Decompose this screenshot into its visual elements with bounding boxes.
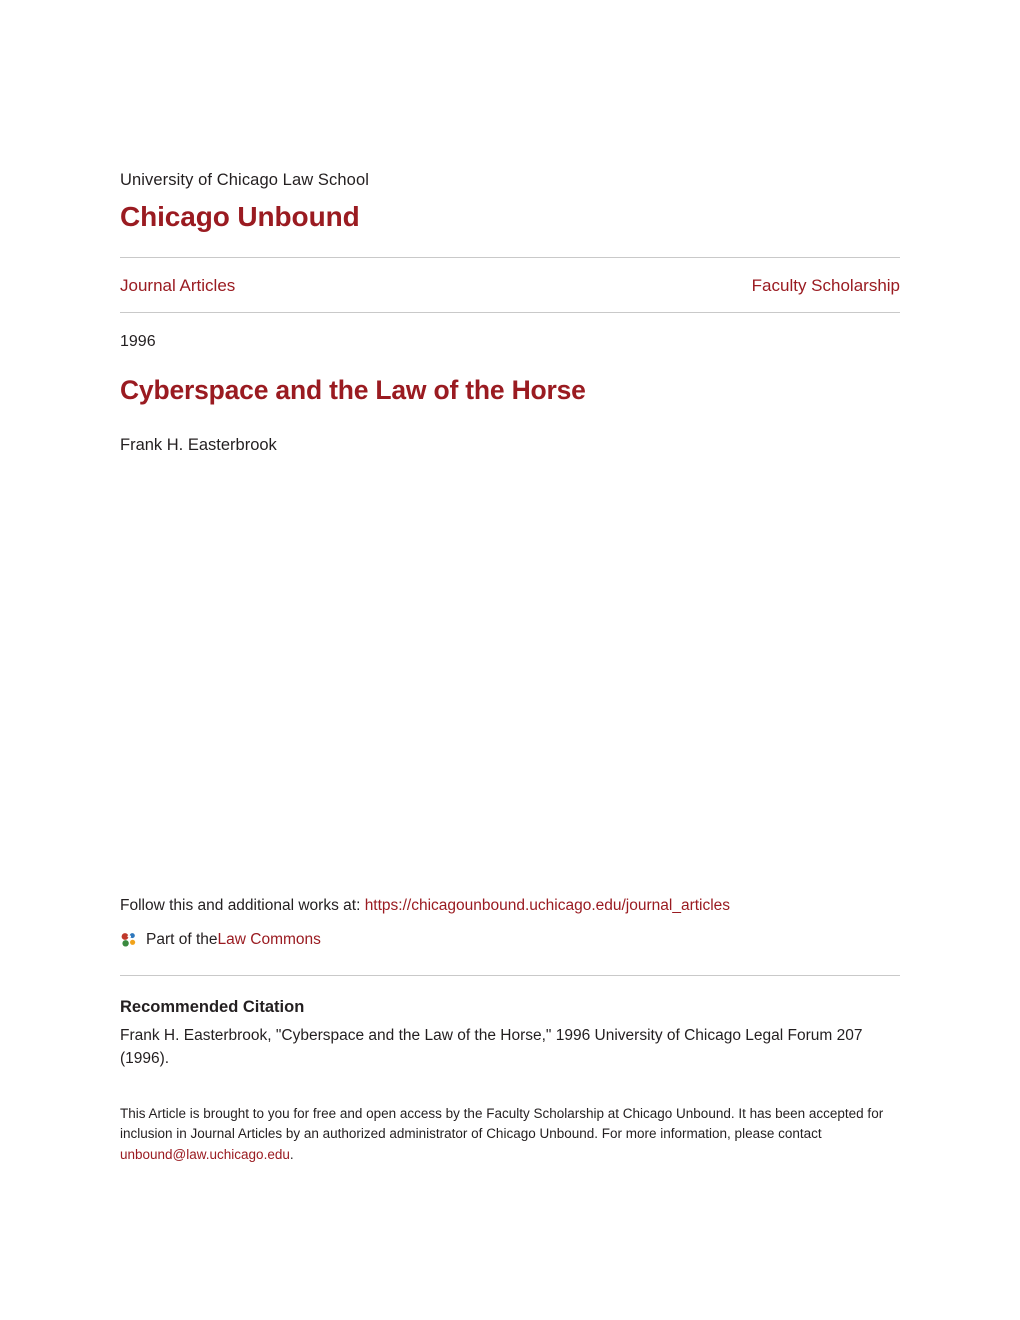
follow-prefix: Follow this and additional works at: — [120, 897, 365, 915]
breadcrumb-faculty-scholarship[interactable]: Faculty Scholarship — [751, 276, 900, 296]
breadcrumb-journal-articles[interactable]: Journal Articles — [120, 276, 236, 296]
contact-email-link[interactable]: unbound@law.uchicago.edu — [120, 1146, 290, 1162]
follow-works-line — [120, 895, 900, 917]
digital-commons-network-icon — [120, 931, 138, 949]
breadcrumb — [120, 258, 900, 312]
content-spacer — [120, 455, 900, 895]
access-disclaimer — [120, 1104, 890, 1165]
page-title: Cyberspace and the Law of the Horse — [120, 375, 586, 406]
journal-articles-link[interactable]: https://chicagounbound.uchicago.edu/journal_articles — [364, 897, 731, 915]
law-commons-link[interactable]: Law Commons — [217, 931, 321, 949]
recommended-citation-text: Frank H. Easterbrook, "Cyberspace and the Law of the Horse," 1996 University of Chicago Legal Forum 207 (1996). — [120, 1027, 863, 1067]
recommended-citation-heading: Recommended Citation — [120, 998, 305, 1017]
disclaimer-text: This Article is brought to you for free and open access by the Faculty Scholarship at Chicago Unbound. It has been accepted for inclusion in Journal Articles by an authorized administrator of Chicago Unbound. For more information, please contact — [120, 1106, 884, 1142]
repository-title: Chicago Unbound — [120, 201, 360, 233]
publication-year: 1996 — [120, 333, 156, 351]
subject-commons-row — [120, 931, 900, 949]
institution-name: University of Chicago Law School — [120, 171, 369, 189]
repository-header — [120, 0, 900, 233]
part-of-label: Part of the — [146, 931, 218, 949]
disclaimer-text-end: . — [289, 1146, 294, 1162]
author-name: Frank H. Easterbrook — [120, 436, 277, 455]
divider-citation — [120, 975, 900, 976]
